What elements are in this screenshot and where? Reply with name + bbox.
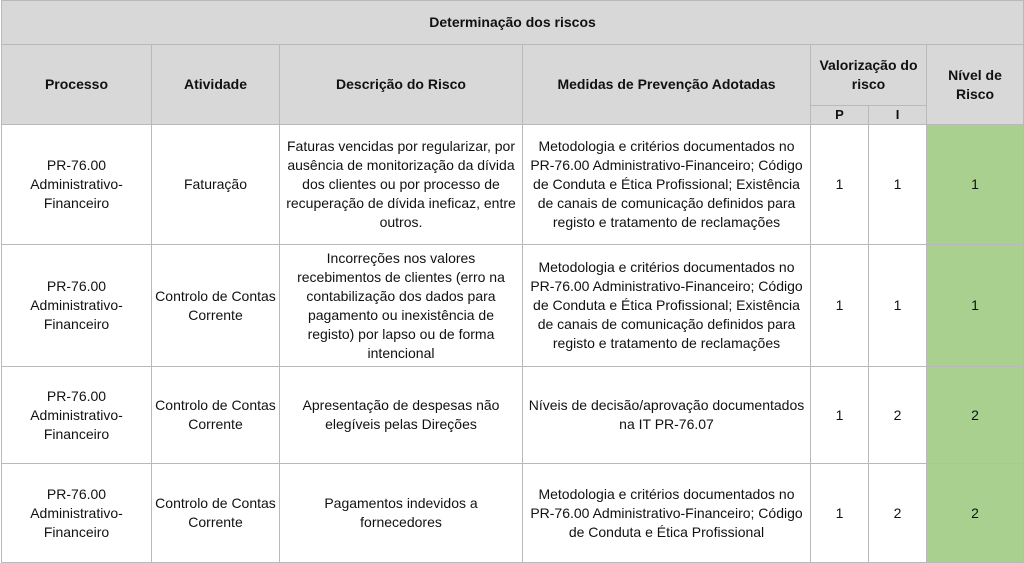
table-row: [2, 367, 1024, 464]
cell-processo: PR-76.00 Administrativo-Financeiro: [2, 245, 152, 367]
cell-p: 1: [811, 245, 869, 367]
cell-i: 2: [869, 464, 927, 563]
cell-i: 1: [869, 125, 927, 245]
cell-descricao: Apresentação de despesas não elegíveis pelas Direções: [280, 367, 523, 464]
cell-atividade: Controlo de Contas Corrente: [152, 245, 280, 367]
cell-i: 1: [869, 245, 927, 367]
cell-medidas: Metodologia e critérios documentados no PR-76.00 Administrativo-Financeiro; Código de Conduta e Ética Profissional: [523, 464, 811, 563]
header-descricao: Descrição do Risco: [280, 45, 523, 125]
cell-nivel: 1: [927, 245, 1024, 367]
table-title: Determinação dos riscos: [2, 1, 1024, 45]
cell-atividade: Controlo de Contas Corrente: [152, 367, 280, 464]
cell-atividade: Controlo de Contas Corrente: [152, 464, 280, 563]
table-row: [2, 464, 1024, 563]
cell-i: 2: [869, 367, 927, 464]
cell-descricao: Incorreções nos valores recebimentos de clientes (erro na contabilização dos dados para pagamento ou inexistência de registo) por lapso ou de forma intencional: [280, 245, 523, 367]
cell-medidas: Níveis de decisão/aprovação documentados na IT PR-76.07: [523, 367, 811, 464]
cell-processo: PR-76.00 Administrativo-Financeiro: [2, 367, 152, 464]
table-row: [2, 125, 1024, 245]
cell-nivel: 2: [927, 464, 1024, 563]
header-i: I: [869, 106, 927, 125]
risk-table: [1, 0, 1024, 563]
header-valorizacao: Valorização do risco: [811, 45, 927, 106]
cell-processo: PR-76.00 Administrativo-Financeiro: [2, 464, 152, 563]
cell-p: 1: [811, 367, 869, 464]
cell-nivel: 2: [927, 367, 1024, 464]
header-atividade: Atividade: [152, 45, 280, 125]
header-p: P: [811, 106, 869, 125]
cell-descricao: Faturas vencidas por regularizar, por ausência de monitorização da dívida dos clientes ou por processo de recuperação de dívida ineficaz, entre outros.: [280, 125, 523, 245]
table-row: [2, 245, 1024, 367]
cell-p: 1: [811, 464, 869, 563]
cell-p: 1: [811, 125, 869, 245]
header-medidas: Medidas de Prevenção Adotadas: [523, 45, 811, 125]
header-processo: Processo: [2, 45, 152, 125]
cell-descricao: Pagamentos indevidos a fornecedores: [280, 464, 523, 563]
header-nivel: Nível de Risco: [927, 45, 1024, 125]
cell-processo: PR-76.00 Administrativo-Financeiro: [2, 125, 152, 245]
cell-atividade: Faturação: [152, 125, 280, 245]
cell-medidas: Metodologia e critérios documentados no PR-76.00 Administrativo-Financeiro; Código de Conduta e Ética Profissional; Existência de canais de comunicação definidos para registo e tratamento de reclamações: [523, 245, 811, 367]
cell-nivel: 1: [927, 125, 1024, 245]
cell-medidas: Metodologia e critérios documentados no PR-76.00 Administrativo-Financeiro; Código de Conduta e Ética Profissional; Existência de canais de comunicação definidos para registo e tratamento de reclamações: [523, 125, 811, 245]
